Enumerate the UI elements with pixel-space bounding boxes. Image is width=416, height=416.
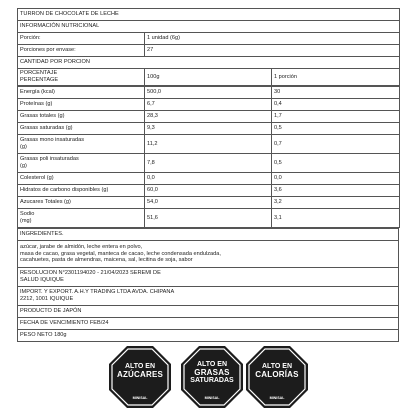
ingredients-title: INGREDIENTES.	[18, 229, 399, 241]
product-name: TURRON DE CHOCOLATE DE LECHE	[18, 9, 400, 21]
seal-authority: MINISAL	[132, 396, 148, 400]
nutrient-per-100g: 60,0	[145, 185, 272, 197]
seal-line2: GRASAS	[194, 367, 230, 377]
portion-value: 1 unidad (6g)	[145, 33, 400, 45]
nutrient-per-portion: 0,4	[272, 99, 400, 111]
nutrient-per-portion: 0,7	[272, 135, 400, 154]
portions-per-package-value: 27	[145, 45, 400, 57]
portion-row	[18, 33, 400, 45]
warning-seals	[0, 345, 416, 410]
nutrient-name: Grasas poli insaturadas (g)	[18, 154, 145, 173]
nutrition-table	[17, 8, 400, 86]
nutrient-row	[18, 87, 400, 99]
nutrient-per-portion: 1,7	[272, 111, 400, 123]
nutrient-per-portion: 3,2	[272, 197, 400, 209]
seal-high-saturated-fat-icon	[180, 345, 244, 409]
nutrient-name: Proteínas (g)	[18, 99, 145, 111]
net-weight-row	[18, 330, 399, 342]
seal-line1: ALTO EN	[196, 361, 228, 368]
nutrient-row	[18, 99, 400, 111]
seal-authority: MINISAL	[269, 396, 285, 400]
nutrient-name: Grasas mono insaturadas (g)	[18, 135, 145, 154]
nutrient-row	[18, 111, 400, 123]
nutrient-row	[18, 185, 400, 197]
nutrient-name: Hidratos de carbono disponibles (g)	[18, 185, 145, 197]
header-portion: 1 porción	[272, 69, 400, 86]
table-header-row	[18, 69, 400, 86]
ingredients-text: azúcar, jarabe de almidón, leche entera en polvo, masa de cacao, grasa vegetal, manteca de cacao, leche condensada endulzada, cacahuetes, pasta de almendras, maicena, sal, lecitina de soja, sabor	[18, 241, 399, 268]
amount-per-portion-row	[18, 57, 400, 69]
header-100g: 100g	[145, 69, 272, 86]
portions-per-package-row	[18, 45, 400, 57]
expiry-text: FECHA DE VENCIMIENTO FEB/24	[18, 318, 399, 330]
ingredients-title-row	[18, 229, 399, 241]
nutrient-per-100g: 9,3	[145, 123, 272, 135]
nutrient-row	[18, 197, 400, 209]
ingredients-row	[18, 241, 399, 268]
nutrient-row	[18, 135, 400, 154]
seal-line1: ALTO EN	[261, 363, 293, 370]
importer-text: IMPORT. Y EXPORT. A.H.Y TRADING LTDA AVDA. CHIPANA 2212, 1001 IQUIQUE	[18, 287, 399, 306]
seal-authority: MINISAL	[204, 396, 220, 400]
nutrient-name: Energía (kcal)	[18, 87, 145, 99]
portion-label: Porción:	[18, 33, 145, 45]
nutrient-per-100g: 500,0	[145, 87, 272, 99]
nutrient-name: Grasas totales (g)	[18, 111, 145, 123]
nutrient-per-portion: 3,6	[272, 185, 400, 197]
footer-table	[17, 228, 399, 342]
nutrient-row	[18, 173, 400, 185]
nutrient-per-100g: 51,6	[145, 209, 272, 228]
portions-per-package-label: Porciones por envase:	[18, 45, 145, 57]
nutrient-per-portion: 30	[272, 87, 400, 99]
product-name-row	[18, 9, 400, 21]
section-title-row	[18, 21, 400, 33]
header-percentage: PORCENTAJE PERCENTAGE	[18, 69, 145, 86]
nutrients-table	[17, 86, 400, 228]
nutrient-row	[18, 123, 400, 135]
nutrient-per-100g: 0,0	[145, 173, 272, 185]
nutrient-per-portion: 0,5	[272, 123, 400, 135]
nutrient-per-portion: 3,1	[272, 209, 400, 228]
amount-per-portion: CANTIDAD POR PORCION	[18, 57, 400, 69]
origin-text: PRODUCTO DE JAPÓN	[18, 306, 399, 318]
resolution-text: RESOLUCION N°2301194020 - 21/04/2023 SEREMI DE SALUD IQUIQUE	[18, 268, 399, 287]
nutrient-per-100g: 7,8	[145, 154, 272, 173]
seal-high-sugar-icon	[108, 345, 172, 409]
net-weight-text: PESO NETO 180g	[18, 330, 399, 342]
seal-line2: CALORÍAS	[255, 369, 299, 379]
seal-line3: SATURADAS	[190, 377, 234, 385]
nutrient-row	[18, 209, 400, 228]
nutrient-per-100g: 11,2	[145, 135, 272, 154]
nutrient-per-100g: 28,3	[145, 111, 272, 123]
resolution-row	[18, 268, 399, 287]
expiry-row	[18, 318, 399, 330]
nutrient-per-portion: 0,0	[272, 173, 400, 185]
nutrient-per-portion: 0,5	[272, 154, 400, 173]
seal-line2: AZÚCARES	[116, 369, 164, 379]
origin-row	[18, 306, 399, 318]
nutrient-per-100g: 6,7	[145, 99, 272, 111]
nutrient-name: Azucares Totales (g)	[18, 197, 145, 209]
seal-line1: ALTO EN	[124, 363, 156, 370]
nutrition-label	[17, 8, 399, 342]
nutrient-per-100g: 54,0	[145, 197, 272, 209]
nutrient-name: Sodio (mg)	[18, 209, 145, 228]
importer-row	[18, 287, 399, 306]
nutrient-name: Grasas saturadas (g)	[18, 123, 145, 135]
nutrient-name: Colesterol (g)	[18, 173, 145, 185]
nutrient-row	[18, 154, 400, 173]
seal-high-calories-icon	[245, 345, 309, 409]
section-title: INFORMACIÓN NUTRICIONAL	[18, 21, 400, 33]
